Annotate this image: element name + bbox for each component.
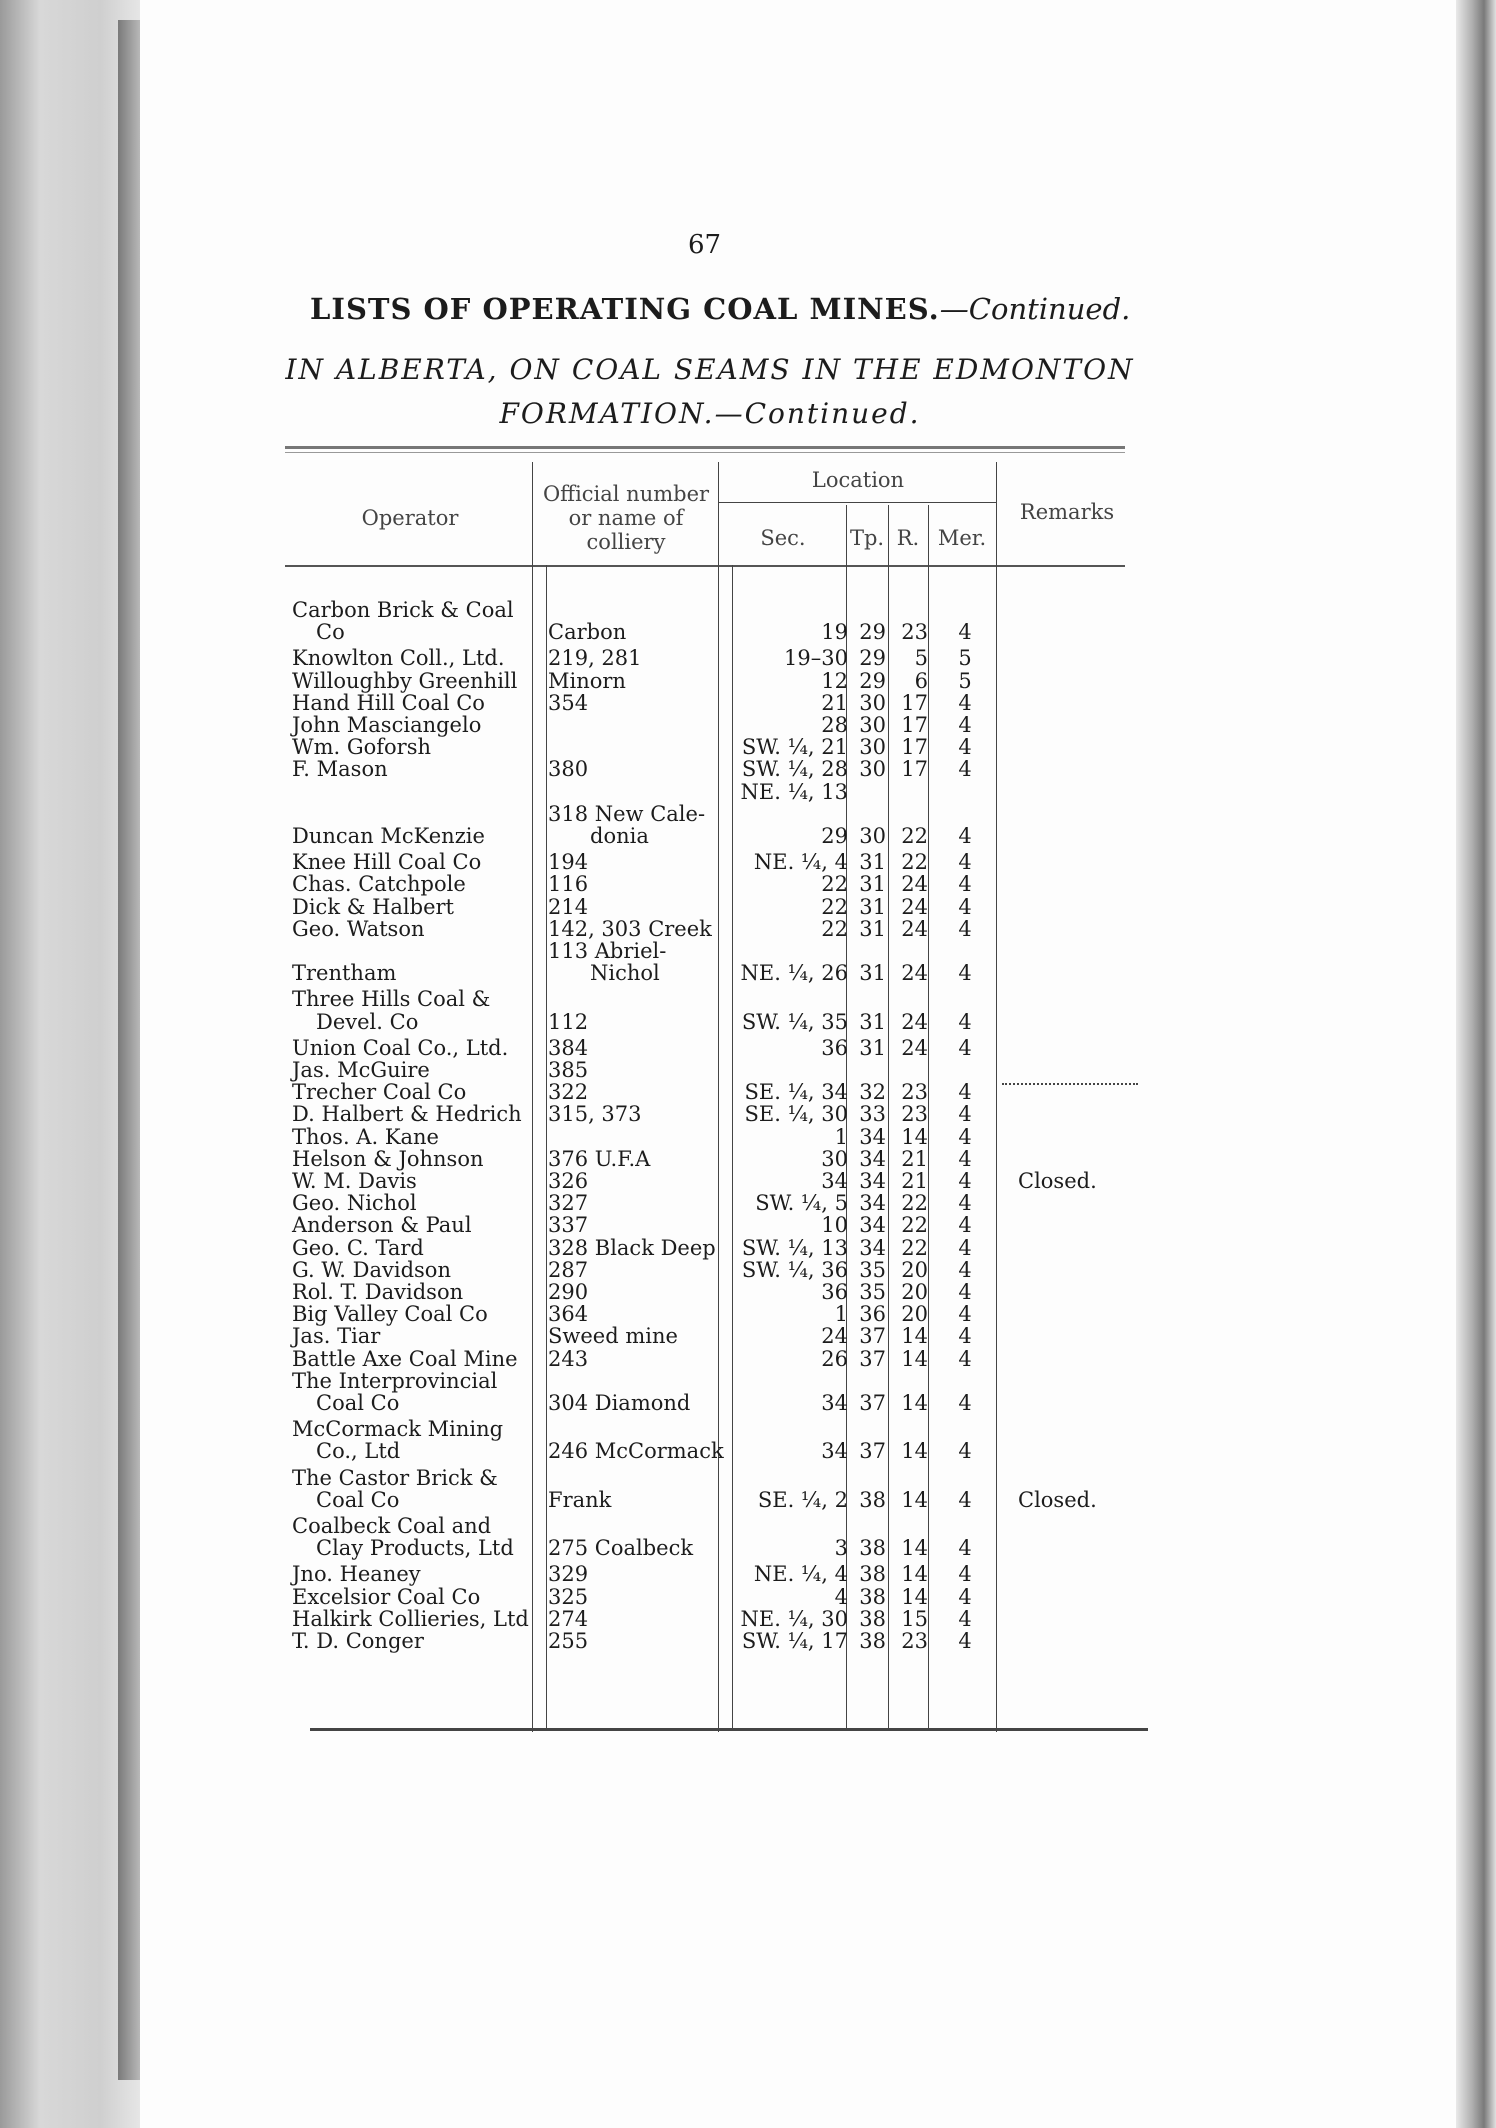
sec-cell: 19–30 [784, 646, 848, 671]
operator-cell: The Castor Brick & [292, 1465, 498, 1490]
range-cell: 17 [901, 690, 928, 715]
range-cell: 24 [901, 1009, 928, 1034]
sec-cell: NE. ¼, 30 [740, 1606, 848, 1631]
official-cell: 304 Diamond [548, 1391, 691, 1415]
page-title [310, 292, 1130, 326]
operator-cell: Battle Axe Coal Mine [292, 1346, 518, 1371]
sec-cell: 19 [821, 620, 848, 645]
operator-cell: Coal Co [316, 1487, 400, 1512]
book-edge-right [1456, 0, 1496, 2128]
mer-cell: 4 [958, 850, 972, 875]
mer-cell: 4 [958, 1080, 972, 1105]
operator-cell: Jno. Heaney [292, 1562, 421, 1587]
book-spine-shadow [118, 20, 140, 2080]
range-cell: 23 [901, 1102, 928, 1127]
official-cell: donia [590, 824, 649, 848]
mer-cell: 4 [958, 1280, 972, 1304]
official-cell: 194 [548, 850, 589, 875]
tp-cell: 34 [859, 1146, 886, 1171]
range-cell: 17 [901, 713, 928, 737]
range-cell: 14 [901, 1562, 928, 1587]
mer-cell: 4 [958, 1169, 972, 1193]
mer-cell: 4 [958, 1324, 972, 1349]
tp-cell: 30 [859, 824, 886, 848]
mer-cell: 4 [958, 1235, 972, 1260]
operator-cell: Anderson & Paul [292, 1213, 472, 1238]
mer-cell: 4 [958, 1487, 972, 1512]
tp-cell: 30 [859, 735, 886, 760]
official-cell: 219, 281 [548, 646, 642, 671]
tp-cell: 37 [859, 1439, 886, 1464]
official-cell: 354 [548, 690, 589, 715]
column-divider [996, 462, 997, 1732]
operator-cell: Helson & Johnson [292, 1146, 484, 1171]
page-number: 67 [688, 230, 722, 260]
sec-cell: 36 [821, 1280, 848, 1304]
operator-cell: Willoughby Greenhill [292, 668, 518, 693]
operator-cell: Geo. C. Tard [292, 1235, 424, 1260]
sec-cell: 21 [821, 690, 848, 715]
mer-cell: 4 [958, 1257, 972, 1282]
section-subtitle [285, 348, 1135, 436]
tp-cell: 31 [859, 894, 886, 919]
header-tp: Tp. [849, 526, 885, 550]
range-cell: 20 [901, 1302, 928, 1327]
official-cell: Minorn [548, 668, 626, 693]
tp-cell: 38 [859, 1584, 886, 1609]
remarks-dotted-leader [1002, 1083, 1138, 1085]
official-cell: 290 [548, 1280, 589, 1304]
tp-cell: 31 [859, 872, 886, 897]
mer-cell: 5 [958, 646, 972, 671]
sec-cell: 34 [821, 1169, 848, 1193]
range-cell: 23 [901, 620, 928, 645]
operator-cell: Geo. Watson [292, 916, 425, 941]
range-cell: 15 [901, 1606, 928, 1631]
range-cell: 24 [901, 916, 928, 941]
range-cell: 17 [901, 757, 928, 782]
mer-cell: 4 [958, 1009, 972, 1034]
range-cell: 24 [901, 872, 928, 897]
official-cell: Sweed mine [548, 1324, 678, 1349]
tp-cell: 29 [859, 668, 886, 693]
sec-cell: 10 [821, 1213, 848, 1238]
tp-cell: 38 [859, 1562, 886, 1587]
range-cell: 23 [901, 1080, 928, 1105]
range-cell: 5 [914, 646, 928, 671]
range-cell: 23 [901, 1629, 928, 1653]
subtitle-line-1: IN ALBERTA, ON COAL SEAMS IN THE EDMONTON [285, 353, 1135, 386]
operator-cell: Three Hills Coal & [292, 987, 491, 1012]
official-cell: 214 [548, 894, 589, 919]
sec-cell: 26 [821, 1346, 848, 1371]
sec-cell: 1 [834, 1302, 848, 1327]
sec-cell: NE. ¼, 13 [740, 779, 848, 804]
tp-cell: 29 [859, 620, 886, 645]
header-official-line-3: colliery [586, 530, 666, 554]
sec-cell: 29 [821, 824, 848, 848]
tp-cell: 35 [859, 1280, 886, 1304]
tp-cell: 30 [859, 757, 886, 782]
range-cell: 24 [901, 961, 928, 986]
range-cell: 22 [901, 824, 928, 848]
mer-cell: 4 [958, 1191, 972, 1216]
sec-cell: 1 [834, 1124, 848, 1149]
official-cell: 327 [548, 1191, 589, 1216]
tp-cell: 29 [859, 646, 886, 671]
title-main: LISTS OF OPERATING COAL MINES. [310, 292, 940, 326]
range-cell: 21 [901, 1146, 928, 1171]
range-cell: 22 [901, 1235, 928, 1260]
table-bottom-rule [310, 1728, 1148, 1731]
header-mer: Mer. [937, 526, 987, 550]
operator-cell: Devel. Co [316, 1009, 419, 1034]
tp-cell: 37 [859, 1391, 886, 1415]
operator-cell: Wm. Goforsh [292, 735, 432, 760]
official-cell: 255 [548, 1629, 589, 1653]
operator-cell: Dick & Halbert [292, 894, 454, 919]
range-cell: 14 [901, 1124, 928, 1149]
mer-cell: 4 [958, 916, 972, 941]
operator-cell: G. W. Davidson [292, 1257, 451, 1282]
sec-cell: SW. ¼, 17 [741, 1629, 848, 1653]
operator-cell: Co [316, 620, 345, 645]
operator-cell: Chas. Catchpole [292, 872, 466, 897]
mer-cell: 4 [958, 713, 972, 737]
mer-cell: 4 [958, 1562, 972, 1587]
tp-cell: 38 [859, 1487, 886, 1512]
operator-cell: Trentham [292, 961, 397, 986]
operator-cell: Carbon Brick & Coal [292, 598, 514, 622]
tp-cell: 31 [859, 850, 886, 875]
sec-cell: SW. ¼, 5 [755, 1191, 848, 1216]
official-cell: 318 New Cale- [548, 801, 706, 826]
tp-cell: 34 [859, 1169, 886, 1193]
official-cell: 113 Abriel- [548, 939, 667, 963]
range-cell: 14 [901, 1324, 928, 1349]
operator-cell: McCormack Mining [292, 1417, 504, 1442]
sec-cell: 34 [821, 1439, 848, 1464]
official-cell: 380 [548, 757, 589, 782]
tp-cell: 32 [859, 1080, 886, 1105]
sec-cell: SW. ¼, 21 [741, 735, 848, 760]
mer-cell: 4 [958, 824, 972, 848]
header-official-line-1: Official number [542, 482, 710, 506]
table-top-rule-2 [285, 452, 1125, 453]
operator-cell: Big Valley Coal Co [292, 1302, 488, 1327]
official-cell: 328 Black Deep [548, 1235, 716, 1260]
sec-cell: 22 [821, 916, 848, 941]
header-remarks: Remarks [1019, 500, 1115, 524]
operator-cell: Knee Hill Coal Co [292, 850, 482, 875]
sec-cell: SW. ¼, 13 [741, 1235, 848, 1260]
title-continued: —Continued. [939, 292, 1131, 326]
official-cell: Nichol [590, 961, 660, 986]
sec-cell: SW. ¼, 35 [741, 1009, 848, 1034]
official-cell: 116 [548, 872, 589, 897]
official-cell: 326 [548, 1169, 589, 1193]
sec-cell: SW. ¼, 36 [741, 1257, 848, 1282]
operator-cell: Excelsior Coal Co [292, 1584, 481, 1609]
mer-cell: 4 [958, 872, 972, 897]
sec-cell: 36 [821, 1035, 848, 1060]
range-cell: 22 [901, 850, 928, 875]
official-cell: 364 [548, 1302, 589, 1327]
official-cell: 243 [548, 1346, 589, 1371]
location-underline [718, 502, 996, 503]
sec-cell: 24 [821, 1324, 848, 1349]
header-r: R. [896, 526, 920, 550]
mer-cell: 4 [958, 961, 972, 986]
tp-cell: 38 [859, 1629, 886, 1653]
tp-cell: 30 [859, 690, 886, 715]
range-cell: 14 [901, 1439, 928, 1464]
range-cell: 22 [901, 1213, 928, 1238]
range-cell: 14 [901, 1391, 928, 1415]
range-cell: 24 [901, 1035, 928, 1060]
operator-cell: Jas. Tiar [292, 1324, 381, 1349]
sec-cell: SW. ¼, 28 [741, 757, 848, 782]
mer-cell: 4 [958, 1629, 972, 1653]
official-cell: 385 [548, 1058, 589, 1082]
mer-cell: 4 [958, 1346, 972, 1371]
tp-cell: 36 [859, 1302, 886, 1327]
mer-cell: 4 [958, 620, 972, 645]
tp-cell: 31 [859, 1035, 886, 1060]
range-cell: 14 [901, 1536, 928, 1561]
operator-cell: Geo. Nichol [292, 1191, 417, 1216]
official-cell: Frank [548, 1487, 612, 1512]
mer-cell: 4 [958, 1102, 972, 1127]
mer-cell: 4 [958, 757, 972, 782]
tp-cell: 33 [859, 1102, 886, 1127]
sec-cell: 22 [821, 894, 848, 919]
tp-cell: 34 [859, 1235, 886, 1260]
sec-cell: NE. ¼, 4 [753, 850, 848, 875]
sec-cell: NE. ¼, 26 [740, 961, 848, 986]
sec-cell: 22 [821, 872, 848, 897]
range-cell: 14 [901, 1346, 928, 1371]
mer-cell: 4 [958, 1391, 972, 1415]
operator-cell: Knowlton Coll., Ltd. [292, 646, 505, 671]
official-cell: 246 McCormack [548, 1439, 724, 1464]
official-cell: 287 [548, 1257, 589, 1282]
official-cell: 376 U.F.A [548, 1146, 651, 1171]
tp-cell: 31 [859, 1009, 886, 1034]
sec-cell: 3 [834, 1536, 848, 1561]
operator-cell: Coalbeck Coal and [292, 1514, 492, 1538]
operator-cell: Thos. A. Kane [292, 1124, 439, 1149]
range-cell: 22 [901, 1191, 928, 1216]
operator-cell: F. Mason [292, 757, 388, 782]
mer-cell: 4 [958, 1035, 972, 1060]
header-sec: Sec. [760, 526, 806, 550]
table-top-rule [285, 446, 1125, 449]
tp-cell: 34 [859, 1124, 886, 1149]
official-cell: 329 [548, 1562, 589, 1587]
range-cell: 6 [914, 668, 928, 693]
official-cell: 337 [548, 1213, 589, 1238]
tp-cell: 38 [859, 1606, 886, 1631]
tp-cell: 34 [859, 1213, 886, 1238]
sec-cell: NE. ¼, 4 [753, 1562, 848, 1587]
header-official [534, 482, 718, 554]
column-divider [718, 462, 719, 1732]
sec-cell: 4 [834, 1584, 848, 1609]
operator-cell: John Masciangelo [292, 713, 482, 737]
range-cell: 20 [901, 1257, 928, 1282]
tp-cell: 34 [859, 1191, 886, 1216]
sec-cell: 12 [821, 668, 848, 693]
tp-cell: 31 [859, 916, 886, 941]
mer-cell: 5 [958, 668, 972, 693]
tp-cell: 30 [859, 713, 886, 737]
mer-cell: 4 [958, 1213, 972, 1238]
operator-cell: Coal Co [316, 1391, 400, 1415]
official-cell: 274 [548, 1606, 589, 1631]
mer-cell: 4 [958, 1439, 972, 1464]
header-official-line-2: or name of [568, 506, 684, 530]
remarks-cell: Closed. [1018, 1487, 1097, 1512]
range-cell: 17 [901, 735, 928, 760]
official-cell: 322 [548, 1080, 589, 1105]
column-divider [928, 505, 929, 1730]
mer-cell: 4 [958, 690, 972, 715]
mer-cell: 4 [958, 735, 972, 760]
tp-cell: 38 [859, 1536, 886, 1561]
official-cell: 142, 303 Creek [548, 916, 712, 941]
sec-cell: 34 [821, 1391, 848, 1415]
sec-cell: SE. ¼, 2 [757, 1487, 848, 1512]
operator-cell: Halkirk Collieries, Ltd [292, 1606, 529, 1631]
column-divider [546, 565, 547, 1730]
mer-cell: 4 [958, 1302, 972, 1327]
official-cell: 384 [548, 1035, 589, 1060]
mer-cell: 4 [958, 1146, 972, 1171]
operator-cell: The Interprovincial [292, 1368, 498, 1393]
mer-cell: 4 [958, 1536, 972, 1561]
official-cell: Carbon [548, 620, 627, 645]
operator-cell: Rol. T. Davidson [292, 1280, 464, 1304]
mer-cell: 4 [958, 1584, 972, 1609]
official-cell: 275 Coalbeck [548, 1536, 694, 1561]
range-cell: 24 [901, 894, 928, 919]
sec-cell: 28 [821, 713, 848, 737]
operator-cell: Jas. McGuire [292, 1058, 430, 1082]
tp-cell: 35 [859, 1257, 886, 1282]
subtitle-line-2: FORMATION.—Continued. [499, 397, 921, 430]
mer-cell: 4 [958, 1124, 972, 1149]
sec-cell: SE. ¼, 34 [744, 1080, 848, 1105]
header-location: Location [811, 468, 905, 492]
sec-cell: 30 [821, 1146, 848, 1171]
operator-cell: Trecher Coal Co [292, 1080, 467, 1105]
operator-cell: Hand Hill Coal Co [292, 690, 485, 715]
mer-cell: 4 [958, 894, 972, 919]
tp-cell: 37 [859, 1324, 886, 1349]
column-divider [532, 462, 533, 1732]
sec-cell: SE. ¼, 30 [744, 1102, 848, 1127]
official-cell: 325 [548, 1584, 589, 1609]
operator-cell: D. Halbert & Hedrich [292, 1102, 522, 1127]
range-cell: 14 [901, 1584, 928, 1609]
tp-cell: 31 [859, 961, 886, 986]
operator-cell: W. M. Davis [292, 1169, 417, 1193]
header-bottom-rule [285, 565, 1125, 567]
official-cell: 112 [548, 1009, 589, 1034]
official-cell: 315, 373 [548, 1102, 642, 1127]
remarks-cell: Closed. [1018, 1169, 1097, 1193]
operator-cell: Clay Products, Ltd [316, 1536, 514, 1561]
range-cell: 21 [901, 1169, 928, 1193]
range-cell: 20 [901, 1280, 928, 1304]
header-operator: Operator [361, 506, 459, 530]
tp-cell: 37 [859, 1346, 886, 1371]
operator-cell: Duncan McKenzie [292, 824, 485, 848]
operator-cell: Union Coal Co., Ltd. [292, 1035, 509, 1060]
operator-cell: T. D. Conger [292, 1629, 424, 1653]
mer-cell: 4 [958, 1606, 972, 1631]
range-cell: 14 [901, 1487, 928, 1512]
operator-cell: Co., Ltd [316, 1439, 401, 1464]
